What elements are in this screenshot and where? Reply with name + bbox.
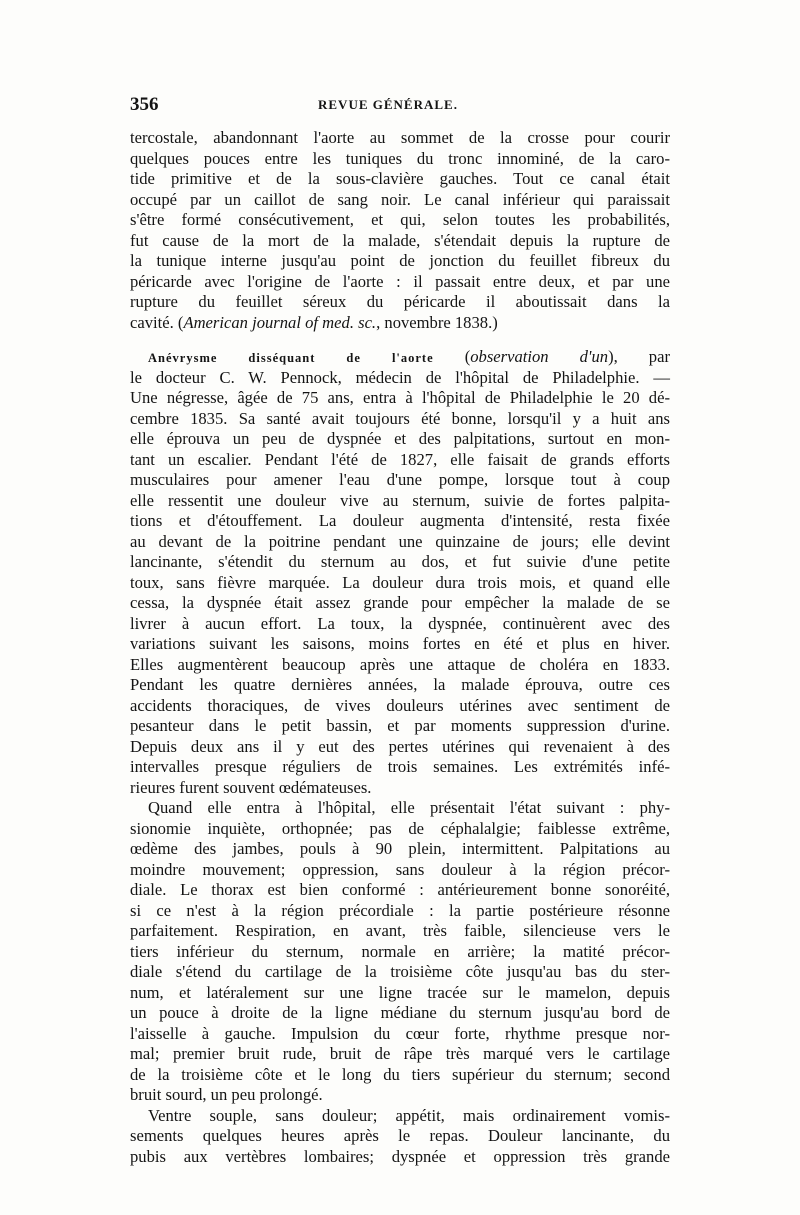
text-line: musculaires pour amener l'eau d'une pompe, lorsque tout à coup [130,470,670,489]
citation-lead: cavité. ( [130,312,184,332]
heading-paren-close: ), par [608,347,670,366]
text-line: pubis aux vertèbres lombaires; dyspnée et oppression très grande [130,1146,670,1166]
text-line: moindre mouvement; oppression, sans douleur à la région précor- [130,859,670,879]
citation-tail: , novembre 1838.) [376,312,498,332]
text-line: tide primitive et de la sous-clavière gauches. Tout ce canal était [130,169,670,188]
text-line: occupé par un caillot de sang noir. Le canal inférieur qui paraissait [130,189,670,209]
text-line: s'être formé consécutivement, et qui, selon toutes les probabilités, [130,210,670,229]
text-line: num, et latéralement sur une ligne tracée sur le mamelon, depuis [130,982,670,1002]
section-heading: Anévrysme disséquant de l'aorte [148,351,434,365]
journal-title: American journal of med. sc. [183,312,377,332]
text-line: sements quelques heures après le repas. Douleur lancinante, du [130,1126,670,1145]
text-line: fut cause de la mort de la malade, s'étendait depuis la rupture de [130,230,670,250]
text-line: livrer à aucun effort. La toux, la dyspnée, continuèrent avec des [130,613,670,633]
text-line: œdème des jambes, pouls à 90 plein, intermittent. Palpitations au [130,839,670,858]
text-line: tercostale, abandonnant l'aorte au sommet de la crosse pour courir [130,128,670,147]
text-line: parfaitement. Respiration, en avant, très faible, silencieuse vers le [130,921,670,940]
text-line: mal; premier bruit rude, bruit de râpe très marqué vers le cartilage [130,1044,670,1063]
text-line: cessa, la dyspnée était assez grande pour empêcher la malade de se [130,593,670,612]
text-line: lancinante, s'étendit du sternum au dos, et fut suivie d'une petite [130,552,670,571]
text-line: elle éprouva un peu de dyspnée et des palpitations, surtout en mon- [130,429,670,448]
text-line: l'aisselle à gauche. Impulsion du cœur forte, rhythme presque nor- [130,1023,670,1043]
text-line: Depuis deux ans il y eut des pertes utérines qui revenaient à des [130,736,670,756]
text-line: si ce n'est à la région précordiale : la partie postérieure résonne [130,900,670,920]
text-line: de la troisième côte et le long du tiers supérieur du sternum; second [130,1064,670,1084]
text-line: rieures furent souvent œdémateuses. [130,777,372,797]
page-header [130,94,670,120]
text-line: Une négresse, âgée de 75 ans, entra à l'hôpital de Philadelphie le 20 dé- [130,388,670,407]
text-line: au devant de la poitrine pendant une quinzaine de jours; elle devint [130,531,670,551]
heading-italic: observation d'un [470,347,609,366]
text-line: Quand elle entra à l'hôpital, elle présentait l'état suivant : phy- [148,798,670,817]
paragraph-examination [130,798,670,1106]
text-line: elle ressentit une douleur vive au sternum, suivie de fortes palpita- [130,490,670,510]
text-line: diale s'étend du cartilage de la troisième côte jusqu'au bas du ster- [130,962,670,981]
page-body [130,128,670,1167]
text-line: rupture du feuillet séreux du péricarde il aboutissait dans la [130,292,670,311]
text-line: tions et d'étouffement. La douleur augmenta d'intensité, resta fixée [130,511,670,530]
heading-paren-open: ( [433,347,471,366]
text-line: sionomie inquiète, orthopnée; pas de céphalalgie; faiblesse extrême, [130,818,670,838]
text-line: la tunique interne jusqu'au point de jonction du feuillet fibreux du [130,251,670,270]
paragraph-abdomen [130,1106,670,1168]
text-line: le docteur C. W. Pennock, médecin de l'hôpital de Philadelphie. — [130,367,670,387]
text-line: intervalles presque réguliers de trois semaines. Les extrémités infé- [130,757,670,776]
text-line: variations suivant les saisons, moins fortes en été et plus en hiver. [130,634,670,653]
text-line: Pendant les quatre dernières années, la malade éprouva, outre ces [130,675,670,694]
paragraph-spacer [130,333,670,347]
text-line: péricarde avec l'origine de l'aorte : il passait entre deux, et par une [130,271,670,291]
text-line: un pouce à droite de la ligne médiane du sternum jusqu'au bord de [130,1003,670,1022]
text-line: diale. Le thorax est bien conformé : antérieurement bonne sonoréité, [130,880,670,899]
text-line: cembre 1835. Sa santé avait toujours été bonne, lorsqu'il y a huit ans [130,408,670,428]
section-heading-line [130,347,670,368]
text-line: pesanteur dans le petit bassin, et par moments suppression d'urine. [130,716,670,735]
paragraph-observation [130,347,670,798]
paragraph-continued [130,128,670,333]
text-line: Elles augmentèrent beaucoup après une attaque de choléra en 1833. [130,654,670,674]
text-line: quelques pouces entre les tuniques du tronc innominé, de la caro- [130,148,670,168]
running-title: REVUE GÉNÉRALE. [318,97,458,112]
text-line: accidents thoraciques, de vives douleurs utérines avec sentiment de [130,695,670,715]
text-line-citation [130,313,670,334]
text-line: toux, sans fièvre marquée. La douleur dura trois mois, et quand elle [130,572,670,592]
text-line: bruit sourd, un peu prolongé. [130,1085,323,1104]
page-number: 356 [130,94,159,115]
text-line: tant un escalier. Pendant l'été de 1827, elle faisait de grands efforts [130,449,670,469]
text-line: Ventre souple, sans douleur; appétit, mais ordinairement vomis- [148,1105,670,1125]
text-line: tiers inférieur du sternum, normale en arrière; la matité précor- [130,941,670,961]
